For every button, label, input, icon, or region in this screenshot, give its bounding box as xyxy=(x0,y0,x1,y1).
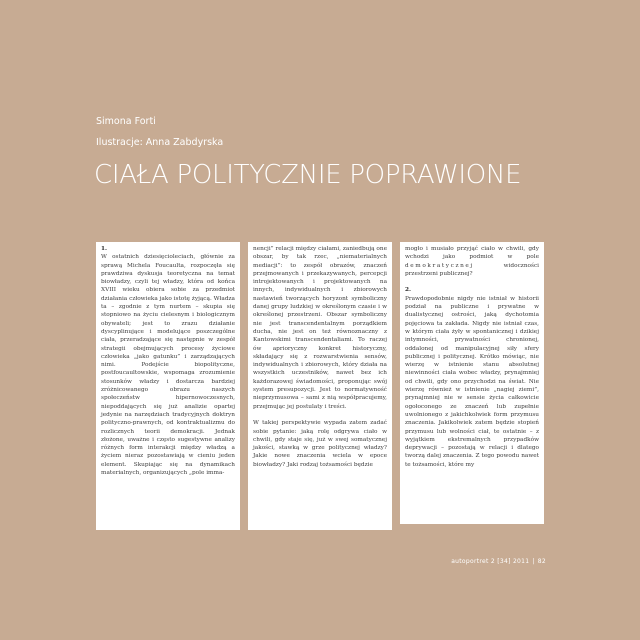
journal-issue: autoportret 2 [34] 2011 xyxy=(451,558,530,565)
text-column-3 xyxy=(400,242,544,524)
text-column-1 xyxy=(96,242,240,530)
paragraph: W takiej perspektywie wypada zatem zadać sobie pytanie: jaką rolę odgrywa ciało w chwili, gdy staje się, już w swej somatycznej jakości, stawką w grze politycznej władzy? Jakie nowe znaczenia wciela w epoce biowładzy? Jaki rodzaj tożsamości będzie xyxy=(253,420,387,468)
paragraph: Prawdopodobnie nigdy nie istniał w historii podział na publiczne i prywatne w dualistycznej ostrości, jaką dychotomia pojęciowa ta zakłada. Nigdy nie istniał czas, w którym ciała żyły w spontanicznej i dzikiej intymności, prywatności chronionej, oddalonej od manipulacyjnej siły sfery publicznej i politycznej. Krótko mówiąc, nie wierzę w istnienie stanu absolutnej niewinności ciała wobec władzy, prynajmniej od chwili, gdy ono przychodzi na świat. Nie wierzę również w istnienie „nagiej ziemi”, prynajmniej nie w sensie życia całkowicie ogołoconego ze znaczeń lub zupełnie uwolnionego z jakichkolwiek form przymusu znaczenia. Jakikolwiek zatem będzie stopień przymusu lub wolności ciał, te ostatnie – z wyjątkiem ekstremalnych przypadków deprywacji – pozostają w relacji i dlatego tworzą dalej znaczenia. Z tego powodu nawet te tożsamości, które my xyxy=(405,295,539,468)
paragraph xyxy=(405,245,539,278)
page-number: 82 xyxy=(537,558,546,565)
illustrations-credit: Ilustracje: Anna Zabdyrska xyxy=(96,137,224,148)
paragraph-start: mogło i musiało przyjąć ciało w chwili, gdy wchodzi jako podmiot w pole xyxy=(405,246,539,261)
section-number: 1. xyxy=(101,246,108,252)
author-name: Simona Forti xyxy=(96,116,156,127)
paragraph-end: widoczności przestrzeni publicznej? xyxy=(405,262,539,277)
page-footer xyxy=(400,558,546,565)
paragraph: nencji” relacji między ciałami, zaniedbują one obszar, by tak rzec, „niematerialnych mediacji”: to zespół obrazów, znaczeń przejmowanych i przekazywanych, percepcji introjektowanych i projektowanych na innych, indywidualnych i zbiorowych nastawień tworzących horyzont symboliczny danej grupy ludzkiej w określonym czasie i w określonej przestrzeni. Obszar symboliczny nie jest transcendentalnym porządkiem ducha, nie jest on też równoznaczny z Kantowskimi transcendentaliami. To raczej ów aprioryczny konkret historyczny, składający się z rozwarstwienia sensów, indywidualnych i zbiorowych, który działa na wszystkich uczestników, nawet bez ich każdorazowej świadomości, proponując swój system presupozycji. Jest to normatywność nieprzymusowa – sami z nią współpracujemy, przejmując jej postulaty i treści. xyxy=(253,246,387,410)
section-number: 2. xyxy=(405,287,412,294)
paragraph: W ostatnich dziesięcioleciach, głównie za sprawą Michela Foucaulta, rozpoczęła się prawdziwa dyskusja teoretyczna na temat biowładzy, czyli tej władzy, która od końca XVIII wieku obiera sobie za przedmiot działania człowieka jako istotę żyjącą. Władza ta – zgodnie z tym nurtem – skupia się stopniowo na życiu cielesnym i biologicznym obywateli; jest to zrazu działanie dyscyplinujące i modelujące poszczególne ciała, przeradzające się następnie w zespół strategii obejmujących procesy życiowe człowieka „jako gatunku” i zarządzających nimi. Podejście biopolityczne, postfoucaultowskie, wspomaga zrozumienie stosunków władzy i dostarcza bardziej zróżnicowanego obrazu naszych społeczeństw hipernowoczesnych, niepoddających się już analizie opartej jedynie na narzędziach tradycyjnych doktryn polityczno-prawnych, od kontraktualizmu do rozlicznych teorii demokracji. Jednak złożone, uważne i często sugestywne analizy różnych form interakcji między władzą a życiem nieraz pozostawiają w cieniu jeden element. Skupiając się na dynamikach materialnych, organizujących „pole imma- xyxy=(101,254,235,477)
spaced-word: demokratycznej xyxy=(405,262,474,269)
article-title: CIAŁA POLITYCZNIE POPRAWIONE xyxy=(94,160,522,190)
text-column-2 xyxy=(248,242,392,530)
footer-separator: | xyxy=(532,558,535,565)
